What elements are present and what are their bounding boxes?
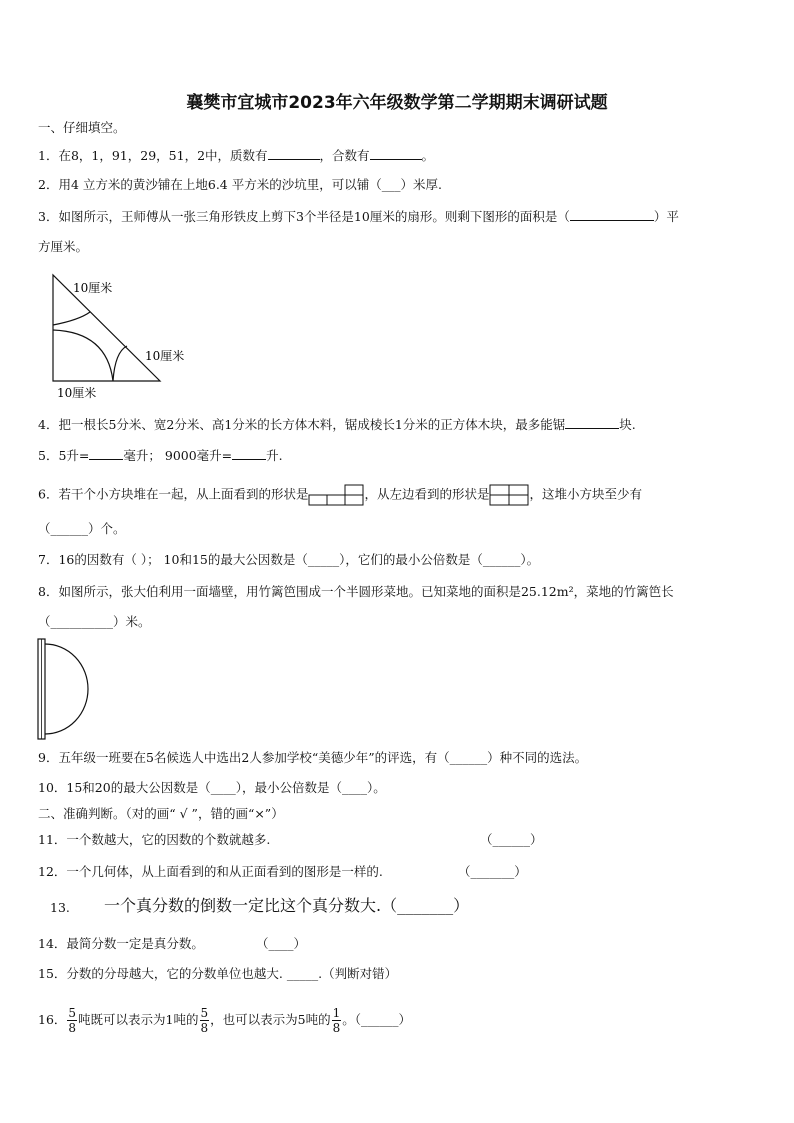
question-6: 6．若干个小方块堆在一起，从上面看到的形状是 ，从左边看到的形状是 ，这堆小方块至少有 [38,484,642,506]
question-8: 8．如图所示，张大伯利用一面墙壁，用竹篱笆围成一个半圆形菜地。已知菜地的面积是25.12m²，菜地的竹篱笆长 [38,584,674,599]
question-2: 2．用4 立方米的黄沙铺在上地6.4 平方米的沙坑里，可以铺（___）米厚. [38,177,442,192]
question-14-blank: （____） [256,936,307,951]
question-11: 11．一个数越大，它的因数的个数就越多. [38,832,271,847]
question-5: 5．5升= 毫升； 9000毫升= 升. [38,448,283,463]
question-6-line2: （______）个。 [38,521,126,536]
question-3: 3．如图所示，王师傅从一张三角形铁皮上剪下3个半径是10厘米的扇形。则剩下图形的面积是（ ）平 [38,209,679,224]
label-right: 10厘米 [145,349,185,363]
label-bottom: 10厘米 [57,386,97,400]
question-13-number: 13. [50,900,70,915]
question-14: 14．最简分数一定是真分数。 [38,936,204,951]
page-title: 襄樊市宜城市2023年六年级数学第二学期期末调研试题 [186,93,608,113]
section-heading-judge: 二、准确判断。（对的画“ √ ”，错的画“×”） [38,806,284,821]
question-7: 7．16的因数有（ ）； 10和15的最大公因数是（_____），它们的最小公倍数是（______）。 [38,552,540,567]
question-15: 15．分数的分母越大，它的分数单位也越大. _____.（判断对错） [38,966,398,981]
fraction-1-8: $\frac{1}{8}$ [332,1006,341,1035]
question-10: 10．15和20的最大公因数是（____），最小公倍数是（____）。 [38,780,386,795]
question-11-blank: （______） [480,832,543,847]
semicircle-garden-figure [38,638,98,742]
question-16: 16． $\frac{5}{8}$ 吨既可以表示为1吨的 $\frac{5}{8}$ ，也可以表示为5吨的 $\frac{1}{8}$ 。（______） [38,1006,412,1035]
triangle-sector-figure [45,270,205,400]
fraction-5-8-b: $\frac{5}{8}$ [200,1006,209,1035]
question-3-line2: 方厘米。 [38,239,89,254]
question-12-blank: （_______） [458,864,527,879]
question-8-line2: （__________）米。 [38,614,151,629]
left-view-grid [489,484,529,506]
question-12: 12．一个几何体，从上面看到的和从正面看到的图形是一样的. [38,864,383,879]
fraction-5-8: $\frac{5}{8}$ [68,1006,77,1035]
section-heading-fill: 一、仔细填空。 [38,120,126,135]
label-top: 10厘米 [73,281,113,295]
top-view-grid [308,484,364,506]
question-13: 一个真分数的倒数一定比这个真分数大.（_______） [104,896,470,915]
question-1: 1．在8，1，91，29，51，2中，质数有 ，合数有 。 [38,148,435,163]
question-9: 9．五年级一班要在5名候选人中选出2人参加学校“美德少年”的评选，有（______）种不同的选法。 [38,750,588,765]
question-4: 4．把一根长5分米、宽2分米、高1分米的长方体木料，锯成棱长1分米的正方体木块，最多能锯 块. [38,417,636,432]
